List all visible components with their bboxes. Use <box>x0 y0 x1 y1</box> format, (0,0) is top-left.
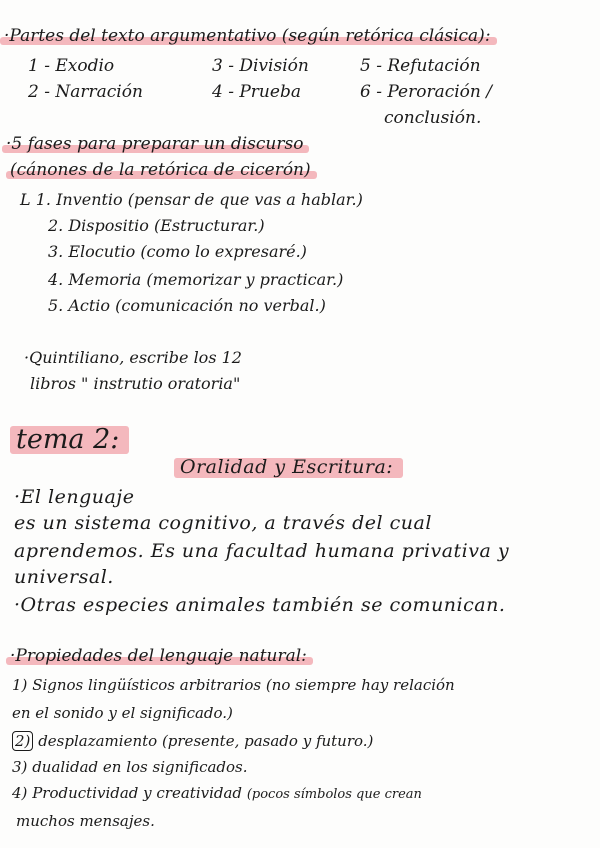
lenguaje-heading: ·El lenguaje <box>14 486 135 508</box>
note-line: ·Quintiliano, escribe los 12 <box>24 348 242 367</box>
item-text: dualidad en los significados. <box>32 758 248 776</box>
item-number: 3) <box>12 758 28 776</box>
list-item: 5. Actio (comunicación no verbal.) <box>48 296 326 315</box>
list-item <box>12 784 422 802</box>
section2-heading-line1: ·5 fases para preparar un discurso <box>6 134 304 154</box>
list-item <box>12 704 233 722</box>
list-item <box>12 758 248 776</box>
paragraph-line: universal. <box>14 566 114 588</box>
tema-title: tema 2: <box>16 424 120 455</box>
list-item <box>12 676 455 694</box>
list-item: 6 - Peroración / <box>360 82 492 102</box>
tema-subtitle: Oralidad y Escritura: <box>180 456 394 478</box>
section1-heading: ·Partes del texto argumentativo (según retórica clásica): <box>4 26 491 46</box>
note-line: libros " instrutio oratoria" <box>30 374 241 393</box>
item-number: 2) <box>12 731 33 751</box>
list-item: 4. Memoria (memorizar y practicar.) <box>48 270 344 289</box>
paragraph-line: ·Otras especies animales también se comunican. <box>14 594 506 616</box>
item-number: 4) <box>12 784 28 802</box>
item-number: 1) <box>12 676 28 694</box>
list-item: 3. Elocutio (como lo expresaré.) <box>48 242 307 261</box>
small-note: (pocos símbolos que crean <box>246 787 422 802</box>
paragraph-line: es un sistema cognitivo, a través del cual <box>14 512 432 534</box>
list-item: 5 - Refutación <box>360 56 481 76</box>
item-text: desplazamiento (presente, pasado y futuro.) <box>38 732 374 750</box>
list-item: 1 - Exodio <box>28 56 115 76</box>
item-text: Productividad y creatividad <box>32 784 243 802</box>
section2-heading-line2: (cánones de la retórica de cicerón) <box>10 160 311 180</box>
item-text: en el sonido y el significado.) <box>12 704 233 722</box>
list-item: 2. Dispositio (Estructurar.) <box>48 216 265 235</box>
item-text: muchos mensajes. <box>16 812 155 830</box>
list-item: 2 - Narración <box>28 82 143 102</box>
list-item <box>16 812 155 830</box>
paragraph-line: aprendemos. Es una facultad humana privativa y <box>14 540 510 562</box>
list-item: 4 - Prueba <box>212 82 301 102</box>
list-item: 3 - División <box>212 56 309 76</box>
list-item <box>12 732 373 750</box>
list-item: L 1. Inventio (pensar de que vas a hablar.) <box>20 190 363 209</box>
propiedades-heading: ·Propiedades del lenguaje natural: <box>10 646 307 666</box>
item-text: Signos lingüísticos arbitrarios (no siempre hay relación <box>32 676 455 694</box>
list-item: conclusión. <box>384 108 482 128</box>
